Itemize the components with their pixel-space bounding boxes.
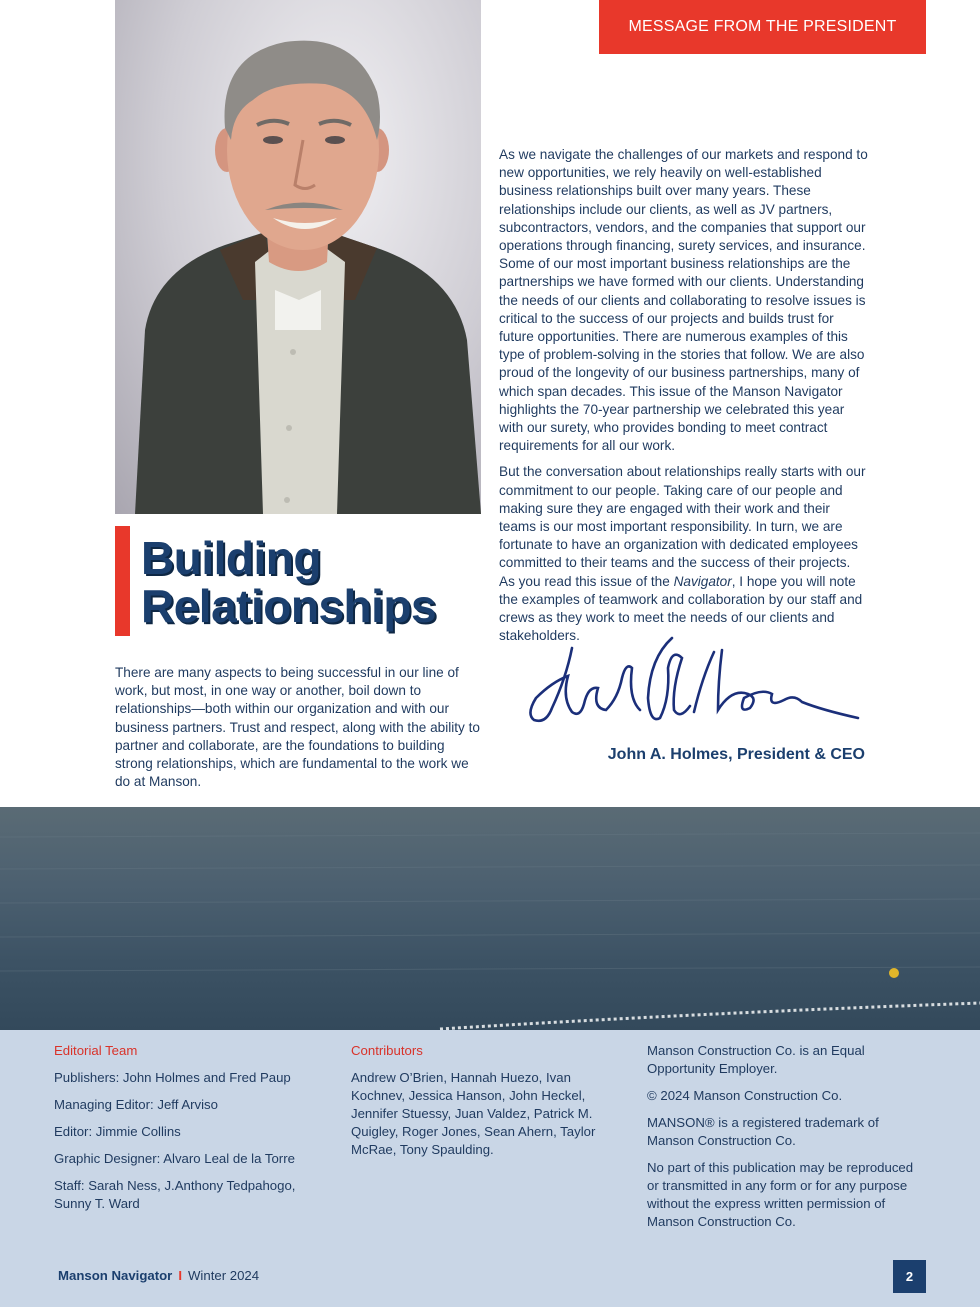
section-label: MESSAGE FROM THE PRESIDENT [599, 0, 926, 54]
article-body [499, 146, 869, 653]
headline-line-2: Relationships [141, 580, 437, 632]
body-paragraph-2 [499, 463, 869, 645]
editor-credit: Editor: Jimmie Collins [54, 1124, 181, 1139]
page-number: 2 [893, 1260, 926, 1293]
signer-name: John A. Holmes, President & CEO [607, 746, 865, 763]
editorial-team-heading: Editorial Team [54, 1043, 138, 1058]
copyright-notice: © 2024 Manson Construction Co. [647, 1088, 843, 1103]
headline-line-1: Building [141, 532, 321, 584]
publication-name-italic: Navigator [673, 573, 732, 589]
contributors-list: Andrew O’Brien, Hannah Huezo, Ivan Kochnev, Jessica Hanson, John Heckel, Jennifer Stuessy, Juan Valdez, Patrick M. Quigley, Roger Jones, Sean Ahern, Taylor McRae, Tony Spaulding. [351, 1070, 596, 1157]
masthead-footer [0, 1030, 980, 1307]
portrait-illustration [115, 0, 481, 514]
publication-separator: I [178, 1268, 182, 1283]
issue-label: Winter 2024 [187, 1268, 260, 1283]
headline-accent-bar [115, 526, 130, 636]
eeo-statement: Manson Construction Co. is an Equal Opportunity Employer. [647, 1043, 865, 1076]
buoy-icon [889, 968, 899, 978]
paragraph-2-text-end: , I hope you will note the examples of teamwork and collaboration by our staff and crews as they work to meet the needs of our clients and stakeholders. [499, 573, 863, 644]
designer-credit: Graphic Designer: Alvaro Leal de la Torre [54, 1151, 295, 1166]
article-headline [141, 534, 481, 630]
paragraph-2-text: But the conversation about relationships really starts with our commitment to our people. Taking care of our people and making sure they are engaged with their work and their teams is our most important responsibility. In turn, we are fortunate to have an organization with dedicated employees committed to their teams and the success of their projects. As you read this issue of the [499, 464, 866, 589]
publication-line [58, 1268, 259, 1283]
president-signature [522, 628, 867, 733]
publishers-credit: Publishers: John Holmes and Fred Paup [54, 1070, 291, 1085]
rights-notice: No part of this publication may be reproduced or transmitted in any form or for any purpose without the express written permission of Manson Construction Co. [647, 1160, 914, 1229]
editorial-team-column [54, 1042, 326, 1222]
contributors-column [351, 1042, 623, 1168]
trademark-notice: MANSON® is a registered trademark of Manson Construction Co. [647, 1115, 879, 1148]
body-paragraph-1: As we navigate the challenges of our markets and respond to new opportunities, we rely heavily on well-established business relationships built over many years. These relationships include our clients, as well as JV partners, subcontractors, vendors, and the companies that support our operations through financing, surety services, and insurance. Some of our most important business relationships are the partnerships we have formed with our clients. Understanding the needs of our clients and collaborating to resolve issues is critical to the success of our projects and builds trust for future opportunities. There are numerous examples of this type of problem-solving in the stories that follow. We are also proud of the longevity of our business partnerships, many of which span decades. This issue of the Manson Navigator highlights the 70-year partnership we celebrated this year with our surety, who provides bonding to meet contract requirements for all our work. [499, 147, 868, 454]
staff-credit: Staff: Sarah Ness, J.Anthony Tedpahogo, Sunny T. Ward [54, 1178, 296, 1211]
publication-name: Manson Navigator [58, 1268, 173, 1283]
water-photo [0, 807, 980, 1030]
article-intro: There are many aspects to being successful in our line of work, but most, in one way or another, boil down to relationships—both within our organization and with our business partners. Trust and respect, along with the ability to partner and collaborate, are the foundations to building strong relationships, which are fundamental to the work we do at Manson. [115, 665, 480, 790]
water-illustration [0, 807, 980, 1030]
managing-editor-credit: Managing Editor: Jeff Arviso [54, 1097, 218, 1112]
contributors-heading: Contributors [351, 1043, 423, 1058]
legal-column [647, 1042, 919, 1240]
president-portrait [115, 0, 481, 514]
